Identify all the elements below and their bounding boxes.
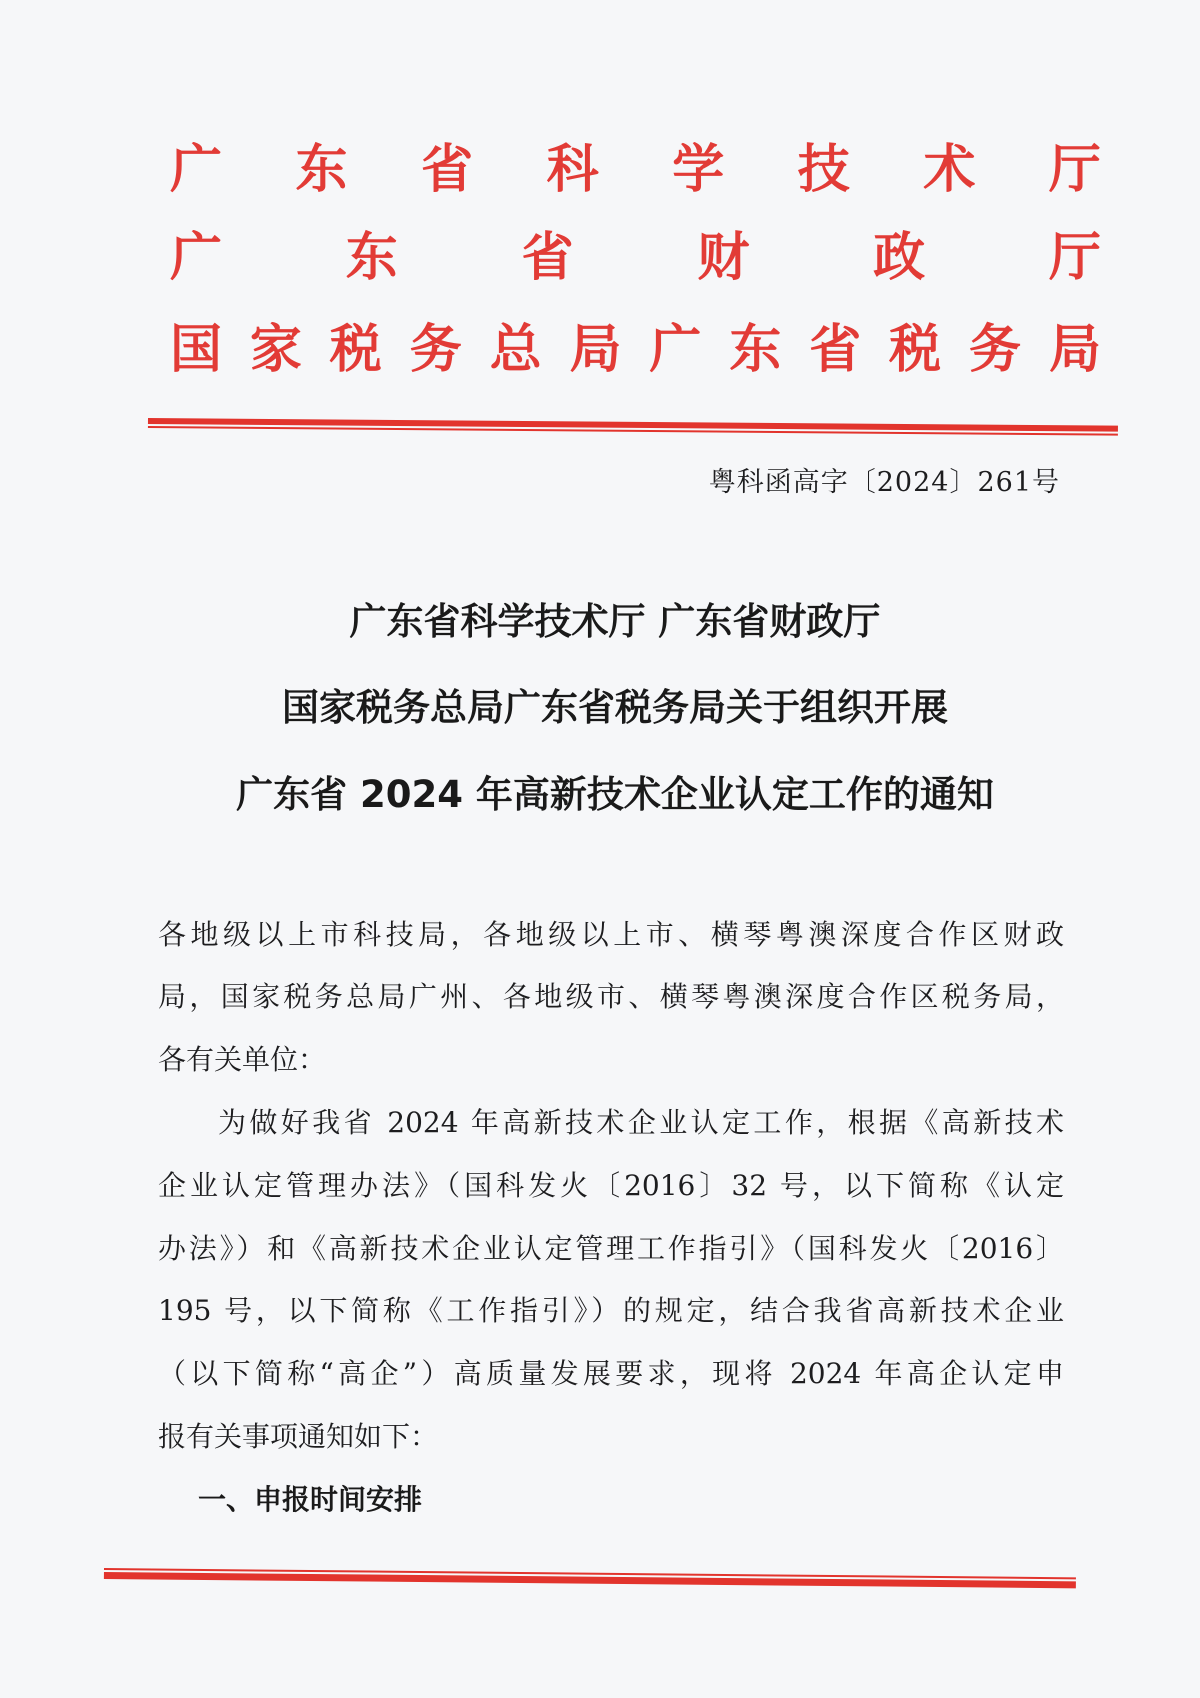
paragraph-line: 办法》）和《高新技术企业认定管理工作指引》（国科发火〔2016〕 <box>158 1232 1064 1265</box>
letterhead-char: 局 <box>569 320 622 380</box>
letterhead-char: 务 <box>409 320 462 380</box>
title-line-1: 广东省科学技术厅 广东省财政厅 <box>349 600 881 643</box>
letterhead-char: 厅 <box>1048 140 1101 200</box>
document-number: 粤科函高字〔2024〕261号 <box>708 467 1060 498</box>
letterhead-char: 家 <box>249 320 302 380</box>
letterhead-red-rule <box>148 418 1118 426</box>
letterhead-char: 务 <box>969 320 1022 380</box>
letterhead-char: 总 <box>489 320 542 380</box>
letterhead-char: 财 <box>697 228 750 288</box>
title-line-3: 广东省 2024 年高新技术企业认定工作的通知 <box>236 773 994 816</box>
footer-red-rule <box>104 1568 1076 1577</box>
letterhead-char: 术 <box>923 140 976 200</box>
paragraph-line: 为做好我省 2024 年高新技术企业认定工作，根据《高新技术 <box>218 1106 1064 1139</box>
letterhead-line-science-dept <box>168 140 1103 200</box>
letterhead-char: 税 <box>889 320 942 380</box>
title-line-2: 国家税务总局广东省税务局关于组织开展 <box>282 686 948 729</box>
letterhead-char: 省 <box>809 320 862 380</box>
letterhead-line-tax-bureau <box>168 320 1103 380</box>
letterhead-char: 厅 <box>1048 228 1101 288</box>
letterhead-char: 东 <box>295 140 348 200</box>
letterhead-char: 广 <box>649 320 702 380</box>
letterhead-char: 科 <box>546 140 599 200</box>
letterhead-char: 学 <box>672 140 725 200</box>
addressee-line: 局，国家税务总局广州、各地级市、横琴粤澳深度合作区税务局， <box>158 980 1064 1013</box>
paragraph-line: 企业认定管理办法》（国科发火〔2016〕32 号，以下简称《认定 <box>158 1169 1064 1202</box>
letterhead-char: 广 <box>169 140 222 200</box>
addressee-line: 各地级以上市科技局，各地级以上市、横琴粤澳深度合作区财政 <box>158 918 1064 951</box>
letterhead-char: 省 <box>521 228 574 288</box>
paragraph-line: 报有关事项通知如下： <box>158 1420 439 1453</box>
letterhead-char: 省 <box>421 140 474 200</box>
addressee-line: 各有关单位： <box>158 1043 327 1076</box>
letterhead-char: 技 <box>797 140 850 200</box>
section-heading: 一、申报时间安排 <box>198 1483 423 1516</box>
letterhead-char: 东 <box>729 320 782 380</box>
letterhead-char: 局 <box>1048 320 1101 380</box>
letterhead-char: 政 <box>873 228 926 288</box>
letterhead-char: 税 <box>329 320 382 380</box>
paragraph-line: 195 号，以下简称《工作指引》）的规定，结合我省高新技术企业 <box>158 1294 1064 1327</box>
letterhead-char: 广 <box>169 228 222 288</box>
paragraph-line: （以下简称“高企”）高质量发展要求，现将 2024 年高企认定申 <box>158 1357 1064 1390</box>
letterhead-char: 东 <box>345 228 398 288</box>
letterhead-char: 国 <box>169 320 222 380</box>
letterhead-line-finance-dept <box>168 228 1103 288</box>
